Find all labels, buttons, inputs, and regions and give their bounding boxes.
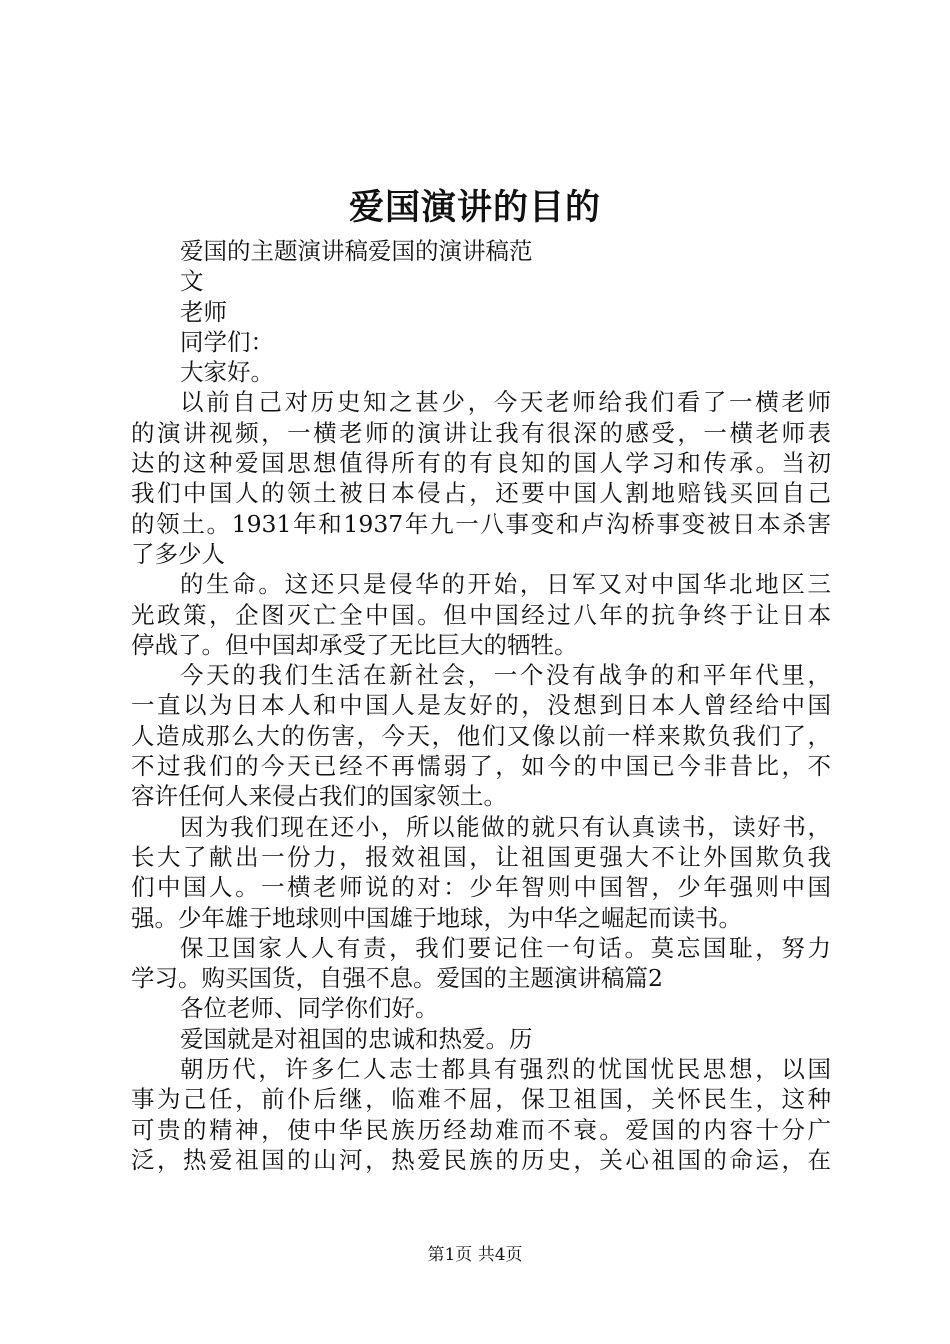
text-line: 同学们： — [180, 327, 274, 356]
text-line: 达的这种爱国思想值得所有的有良知的国人学习和传承。当初 — [131, 449, 831, 478]
document-body — [131, 236, 831, 1175]
text-line: 因为我们现在还小，所以能做的就只有认真读书，读好书， — [180, 812, 831, 841]
text-line: 各位老师、同学你们好。 — [180, 994, 439, 1023]
text-line: 了多少人 — [131, 539, 225, 568]
text-line: 学习。购买国货，自强不息。爱国的主题演讲稿篇2 — [131, 964, 663, 993]
text-line: 的演讲视频，一横老师的演讲让我有很深的感受，一横老师表 — [131, 418, 831, 447]
text-line: 以前自己对历史知之甚少，今天老师给我们看了一横老师 — [180, 388, 831, 417]
text-line: 长大了献出一份力，报效祖国，让祖国更强大不让外国欺负我 — [131, 842, 831, 871]
text-line: 大家好。 — [180, 358, 274, 387]
text-line: 的生命。这还只是侵华的开始，日军又对中国华北地区三 — [180, 570, 831, 599]
text-line: 容许任何人来侵占我们的国家领土。 — [131, 782, 507, 811]
document-title: 爱国演讲的目的 — [348, 187, 601, 228]
text-line: 强。少年雄于地球则中国雄于地球，为中华之崛起而读书。 — [131, 903, 742, 932]
text-line: 保卫国家人人有责，我们要记住一句话。莫忘国耻，努力 — [180, 933, 831, 962]
text-line: 文 — [180, 267, 204, 296]
page-footer: 第1页 共4页 — [427, 1245, 523, 1265]
text-line: 今天的我们生活在新社会，一个没有战争的和平年代里， — [180, 661, 831, 690]
text-line: 事为己任，前仆后继，临难不屈，保卫祖国，关怀民生，这种 — [131, 1085, 831, 1114]
text-line: 老师 — [180, 297, 227, 326]
text-line: 不过我们的今天已经不再懦弱了，如今的中国已今非昔比，不 — [131, 752, 831, 781]
text-line: 爱国的主题演讲稿爱国的演讲稿范 — [180, 237, 533, 265]
text-line: 光政策，企图灭亡全中国。但中国经过八年的抗争终于让日本 — [131, 600, 831, 629]
text-line: 的领土。1931年和1937年九一八事变和卢沟桥事变被日本杀害 — [131, 509, 831, 538]
text-line: 人造成那么大的伤害，今天，他们又像以前一样来欺负我们了， — [131, 721, 831, 750]
text-line: 爱国就是对祖国的忠诚和热爱。历 — [180, 1024, 533, 1053]
text-line: 一直以为日本人和中国人是友好的，没想到日本人曾经给中国 — [131, 691, 831, 720]
text-line: 可贵的精神，使中华民族历经劫难而不衰。爱国的内容十分广 — [131, 1115, 831, 1144]
text-line: 停战了。但中国却承受了无比巨大的牺牲。 — [131, 630, 578, 659]
text-line: 朝历代，许多仁人志士都具有强烈的忧国忧民思想，以国 — [180, 1055, 831, 1084]
text-line: 泛，热爱祖国的山河，热爱民族的历史，关心祖国的命运，在 — [131, 1145, 831, 1174]
text-line: 们中国人。一横老师说的对：少年智则中国智，少年强则中国 — [131, 873, 831, 902]
text-line: 我们中国人的领土被日本侵占，还要中国人割地赔钱买回自己 — [131, 479, 831, 508]
